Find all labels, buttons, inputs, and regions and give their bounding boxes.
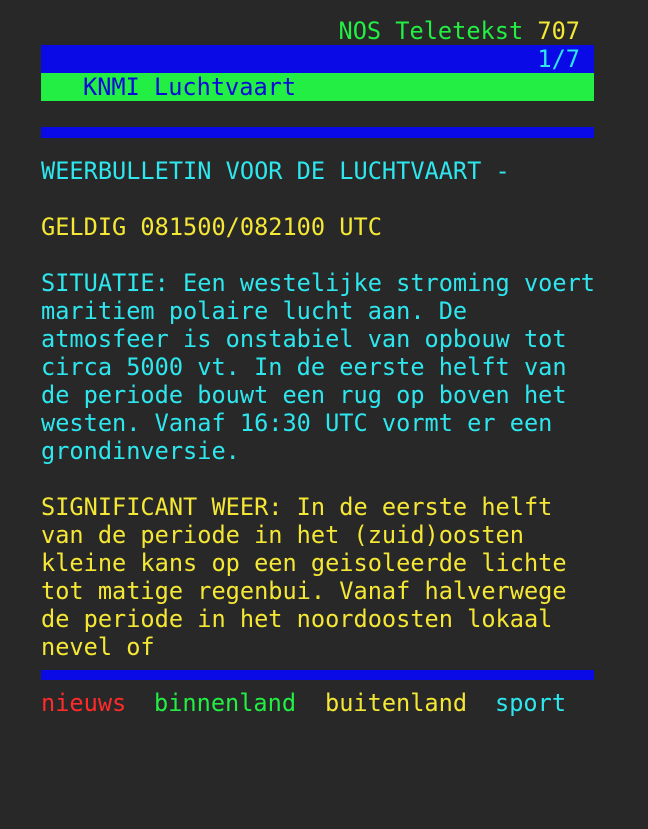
bulletin-content bbox=[41, 157, 601, 661]
nav-link-nieuws[interactable]: nieuws bbox=[41, 689, 127, 717]
nav-link-binnenland[interactable]: binnenland bbox=[154, 689, 297, 717]
situatie-line: westen. Vanaf 16:30 UTC vormt er een bbox=[41, 409, 553, 437]
validity-line: GELDIG 081500/082100 UTC bbox=[41, 213, 382, 241]
bulletin-heading: WEERBULLETIN VOOR DE LUCHTVAART - bbox=[41, 157, 510, 185]
nav-link-sport[interactable]: sport bbox=[495, 689, 567, 717]
situatie-line: circa 5000 vt. In de eerste helft van bbox=[41, 353, 567, 381]
fastext-nav bbox=[41, 689, 601, 717]
blank-line bbox=[41, 465, 601, 493]
page-title: KNMI Luchtvaart bbox=[83, 73, 297, 101]
significant-line: de periode in het noordoosten lokaal bbox=[41, 605, 553, 633]
situatie-line: maritiem polaire lucht aan. De bbox=[41, 297, 468, 325]
significant-line: SIGNIFICANT WEER: In de eerste helft bbox=[41, 493, 553, 521]
nav-link-buitenland[interactable]: buitenland bbox=[325, 689, 468, 717]
blank-line bbox=[41, 185, 601, 213]
service-name: NOS Teletekst bbox=[338, 17, 524, 45]
page-number: 707 bbox=[537, 17, 580, 45]
blank-line bbox=[41, 241, 601, 269]
significant-line: van de periode in het (zuid)oosten bbox=[41, 521, 524, 549]
situatie-line: grondinversie. bbox=[41, 437, 240, 465]
teletext-header bbox=[41, 17, 594, 45]
significant-line: kleine kans op een geisoleerde lichte bbox=[41, 549, 567, 577]
separator-top bbox=[41, 127, 594, 138]
situatie-line: atmosfeer is onstabiel van opbouw tot bbox=[41, 325, 567, 353]
significant-line: nevel of bbox=[41, 633, 155, 661]
situatie-line: SITUATIE: Een westelijke stroming voert bbox=[41, 269, 595, 297]
separator-bottom bbox=[41, 670, 594, 680]
page-title-bar bbox=[41, 73, 594, 101]
subpage-bar bbox=[41, 45, 594, 73]
situatie-line: de periode bouwt een rug op boven het bbox=[41, 381, 567, 409]
subpage-indicator: 1/7 bbox=[537, 45, 580, 73]
significant-line: tot matige regenbui. Vanaf halverwege bbox=[41, 577, 567, 605]
